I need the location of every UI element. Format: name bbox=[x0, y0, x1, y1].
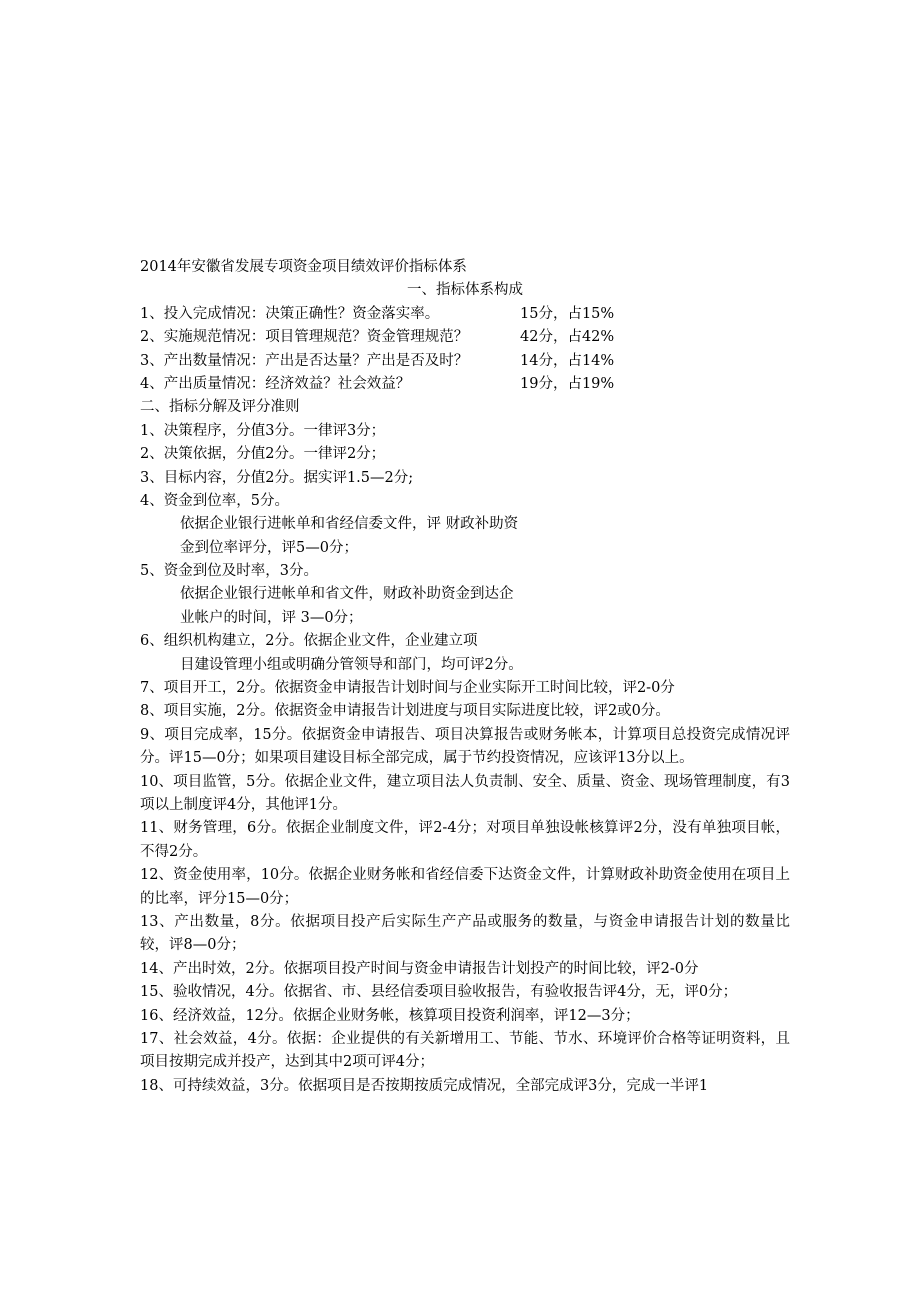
section1-item bbox=[140, 350, 790, 373]
criterion-paragraph: 11、财务管理，6分。依据企业制度文件，评2-4分；对项目单独设帐核算评2分，没有单独项目帐，不得2分。 bbox=[140, 820, 790, 860]
section1-item-score: 42分，占42% bbox=[520, 329, 615, 346]
criterion-line: 8、项目实施，2分。依据资金申请报告计划进度与项目实际进度比较，评2或0分。 bbox=[140, 703, 670, 720]
criterion-line: 18、可持续效益，3分。依据项目是否按期按质完成情况，全部完成评3分，完成一半评1 bbox=[140, 1077, 709, 1094]
criterion-paragraph: 17、社会效益，4分。依据：企业提供的有关新增用工、节能、节水、环境评价合格等证明资料，且项目按期完成并投产，达到其中2项可评4分； bbox=[140, 1031, 790, 1071]
criterion-line: 5、资金到位及时率，3分。 bbox=[140, 563, 318, 580]
section1-list bbox=[140, 303, 790, 397]
criterion-line: 16、经济效益，12分。依据企业财务帐，核算项目投资利润率，评12—3分； bbox=[140, 1007, 640, 1024]
section1-item-score: 19分，占19% bbox=[520, 375, 615, 392]
criterion-paragraph: 9、项目完成率，15分。依据资金申请报告、项目决算报告或财务帐本，计算项目总投资完成情况评分。评15—0分；如果项目建设目标全部完成，属于节约投资情况，应该评13分以上。 bbox=[140, 726, 790, 767]
criterion-line: 业帐户的时间，评 3—0分； bbox=[180, 609, 363, 626]
criterion-line: 1、决策程序，分值3分。一律评3分； bbox=[140, 422, 386, 439]
criterion-line: 7、项目开工，2分。依据资金申请报告计划时间与企业实际开工时间比较，评2-0分 bbox=[140, 680, 675, 697]
section1-heading: 一、指标体系构成 bbox=[407, 282, 523, 299]
section1-item-label: 3、产出数量情况：产出是否达量？产出是否及时？ bbox=[140, 352, 469, 369]
section1-item-label: 4、产出质量情况：经济效益？社会效益？ bbox=[140, 375, 411, 392]
document-title: 2014年安徽省发展专项资金项目绩效评价指标体系 bbox=[140, 259, 467, 275]
criteria-list bbox=[140, 420, 790, 1099]
section2-heading: 二、指标分解及评分准则 bbox=[140, 399, 300, 416]
section1-item-label: 1、投入完成情况：决策正确性？资金落实率。 bbox=[140, 305, 440, 322]
criterion-line: 6、组织机构建立，2分。依据企业文件，企业建立项 bbox=[140, 633, 478, 650]
section1-item-label: 2、实施规范情况：项目管理规范？资金管理规范？ bbox=[140, 329, 469, 346]
criterion-paragraph: 12、资金使用率，10分。依据企业财务帐和省经信委下达资金文件，计算财政补助资金使用在项目上的比率，评分15—0分； bbox=[140, 867, 790, 907]
criterion-paragraph: 10、项目监管，5分。依据企业文件，建立项目法人负责制、安全、质量、资金、现场管理制度，有3项以上制度评4分，其他评1分。 bbox=[140, 773, 790, 814]
section1-item-score: 14分，占14% bbox=[520, 352, 615, 369]
criterion-paragraph: 15、验收情况，4分。依据省、市、县经信委项目验收报告，有验收报告评4分，无，评0分； bbox=[140, 984, 738, 1001]
criterion-line: 3、目标内容，分值2分。据实评1.5—2分; bbox=[140, 469, 414, 486]
criterion-line: 金到位率评分，评5—0分； bbox=[180, 539, 358, 556]
criterion-line: 4、资金到位率，5分。 bbox=[140, 492, 289, 509]
criterion-line: 依据企业银行进帐单和省文件，财政补助资金到达企 bbox=[180, 586, 514, 603]
document-body bbox=[140, 256, 790, 1098]
section1-item bbox=[140, 303, 790, 326]
criterion-line: 2、决策依据，分值2分。一律评2分； bbox=[140, 446, 386, 463]
section1-item-score: 15分，占15% bbox=[520, 305, 615, 322]
criterion-line: 依据企业银行进帐单和省经信委文件，评 财政补助资 bbox=[180, 516, 519, 533]
criterion-line: 目建设管理小组或明确分管领导和部门，均可评2分。 bbox=[180, 656, 523, 673]
section1-item bbox=[140, 326, 790, 349]
criterion-line: 14、产出时效，2分。依据项目投产时间与资金申请报告计划投产的时间比较，评2-0分 bbox=[140, 960, 699, 977]
criterion-paragraph: 13、产出数量，8分。依据项目投产后实际生产产品或服务的数量，与资金申请报告计划的数量比较，评8—0分； bbox=[140, 914, 790, 954]
section1-item bbox=[140, 373, 790, 396]
